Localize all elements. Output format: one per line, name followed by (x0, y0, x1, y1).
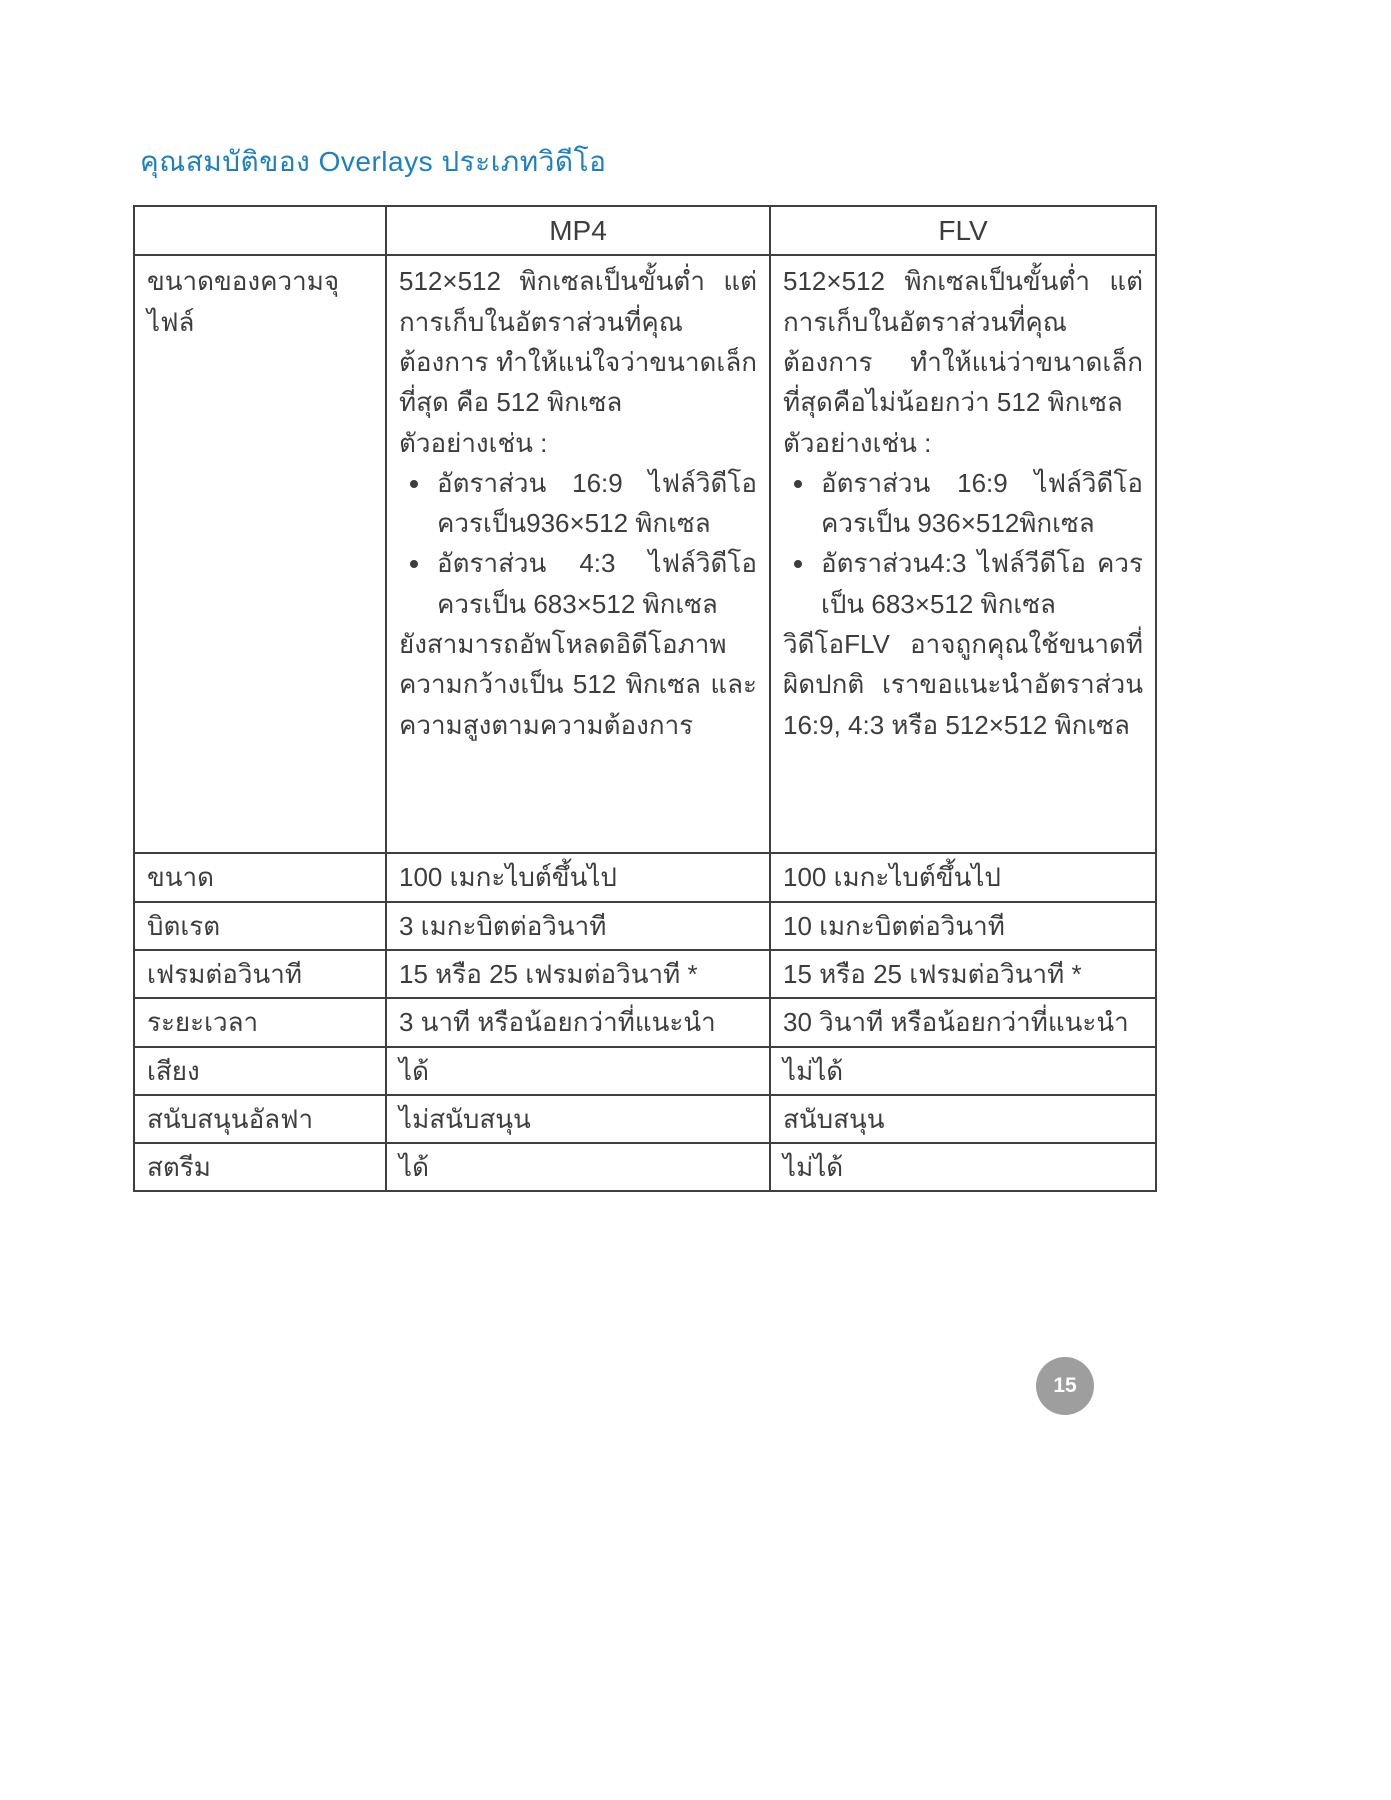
mp4-bullet-list (399, 463, 757, 624)
cell-bitrate-mp4: 3 เมกะบิตต่อวินาที (386, 902, 770, 950)
header-flv: FLV (770, 206, 1156, 255)
page-number-badge (1036, 1357, 1094, 1415)
table-header-row (134, 206, 1156, 255)
cell-stream-mp4: ได้ (386, 1143, 770, 1191)
flv-bullet-list (783, 463, 1143, 624)
table-row-framerate (134, 950, 1156, 998)
flv-outro-text: วิดีโอFLV อาจถูกคุณใช้ขนาดที่ผิดปกติ เราขอแนะนำอัตราส่วน 16:9, 4:3 หรือ 512×512 พิกเซล (783, 629, 1143, 740)
video-overlay-spec-table (133, 205, 1157, 1192)
cell-alpha-support-flv: สนับสนุน (770, 1095, 1156, 1143)
page-number: 15 (1053, 1374, 1077, 1397)
list-item: • อัตราส่วน 4:3 ไฟล์วิดีโอ ควรเป็น 683×512 พิกเซล (433, 543, 757, 624)
flv-intro-text: 512×512 พิกเซลเป็นขั้นต่ำ แต่การเก็บในอัตราส่วนที่คุณต้องการ ทำให้แน่ว่าขนาดเล็กที่สุดคือไม่น้อยกว่า 512 พิกเซล (783, 266, 1143, 418)
table-row-stream (134, 1143, 1156, 1191)
list-item: • อัตราส่วน 16:9 ไฟล์วิดีโอควรเป็น936×512 พิกเซล (433, 463, 757, 544)
list-item: • อัตราส่วน4:3 ไฟล์วีดีโอ ควรเป็น 683×512 พิกเซล (817, 543, 1143, 624)
mp4-intro-text: 512×512 พิกเซลเป็นขั้นต่ำ แต่การเก็บในอัตราส่วนที่คุณต้องการ ทำให้แน่ใจว่าขนาดเล็กที่สุด คือ 512 พิกเซล (399, 266, 757, 418)
cell-duration-mp4: 3 นาที หรือน้อยกว่าที่แนะนำ (386, 998, 770, 1046)
row-label-framerate: เฟรมต่อวินาที (134, 950, 386, 998)
cell-file-size-mp4 (386, 255, 770, 853)
row-label-file-size: ขนาดของความจุไฟล์ (134, 255, 386, 853)
page-title: คุณสมบัติของ Overlays ประเภทวิดีโอ (140, 146, 607, 177)
cell-size-flv: 100 เมกะไบต์ขึ้นไป (770, 853, 1156, 901)
list-item: • อัตราส่วน 16:9 ไฟล์วิดีโอ ควรเป็น 936×512พิกเซล (817, 463, 1143, 544)
table-row-duration (134, 998, 1156, 1046)
row-label-duration: ระยะเวลา (134, 998, 386, 1046)
row-label-stream: สตรีม (134, 1143, 386, 1191)
cell-file-size-flv (770, 255, 1156, 853)
cell-stream-flv: ไม่ได้ (770, 1143, 1156, 1191)
cell-framerate-flv: 15 หรือ 25 เฟรมต่อวินาที * (770, 950, 1156, 998)
header-mp4: MP4 (386, 206, 770, 255)
row-label-size: ขนาด (134, 853, 386, 901)
table-row-bitrate (134, 902, 1156, 950)
cell-alpha-support-mp4: ไม่สนับสนุน (386, 1095, 770, 1143)
row-label-alpha-support: สนับสนุนอัลฟา (134, 1095, 386, 1143)
cell-framerate-mp4: 15 หรือ 25 เฟรมต่อวินาที * (386, 950, 770, 998)
table-row-audio (134, 1047, 1156, 1095)
cell-audio-mp4: ได้ (386, 1047, 770, 1095)
cell-duration-flv: 30 วินาที หรือน้อยกว่าที่แนะนำ (770, 998, 1156, 1046)
row-label-bitrate: บิตเรต (134, 902, 386, 950)
cell-bitrate-flv: 10 เมกะบิตต่อวินาที (770, 902, 1156, 950)
row-label-audio: เสียง (134, 1047, 386, 1095)
cell-size-mp4: 100 เมกะไบต์ขึ้นไป (386, 853, 770, 901)
mp4-outro-text: ยังสามารถอัพโหลดอิดีโอภาพความกว้างเป็น 512 พิกเซล และความสูงตามความต้องการ (399, 629, 757, 740)
header-empty-cell (134, 206, 386, 255)
table-row-size (134, 853, 1156, 901)
cell-audio-flv: ไม่ได้ (770, 1047, 1156, 1095)
table-row-file-size (134, 255, 1156, 853)
flv-example-label: ตัวอย่างเช่น : (783, 427, 932, 458)
mp4-example-label: ตัวอย่างเช่น : (399, 427, 548, 458)
table-row-alpha-support (134, 1095, 1156, 1143)
